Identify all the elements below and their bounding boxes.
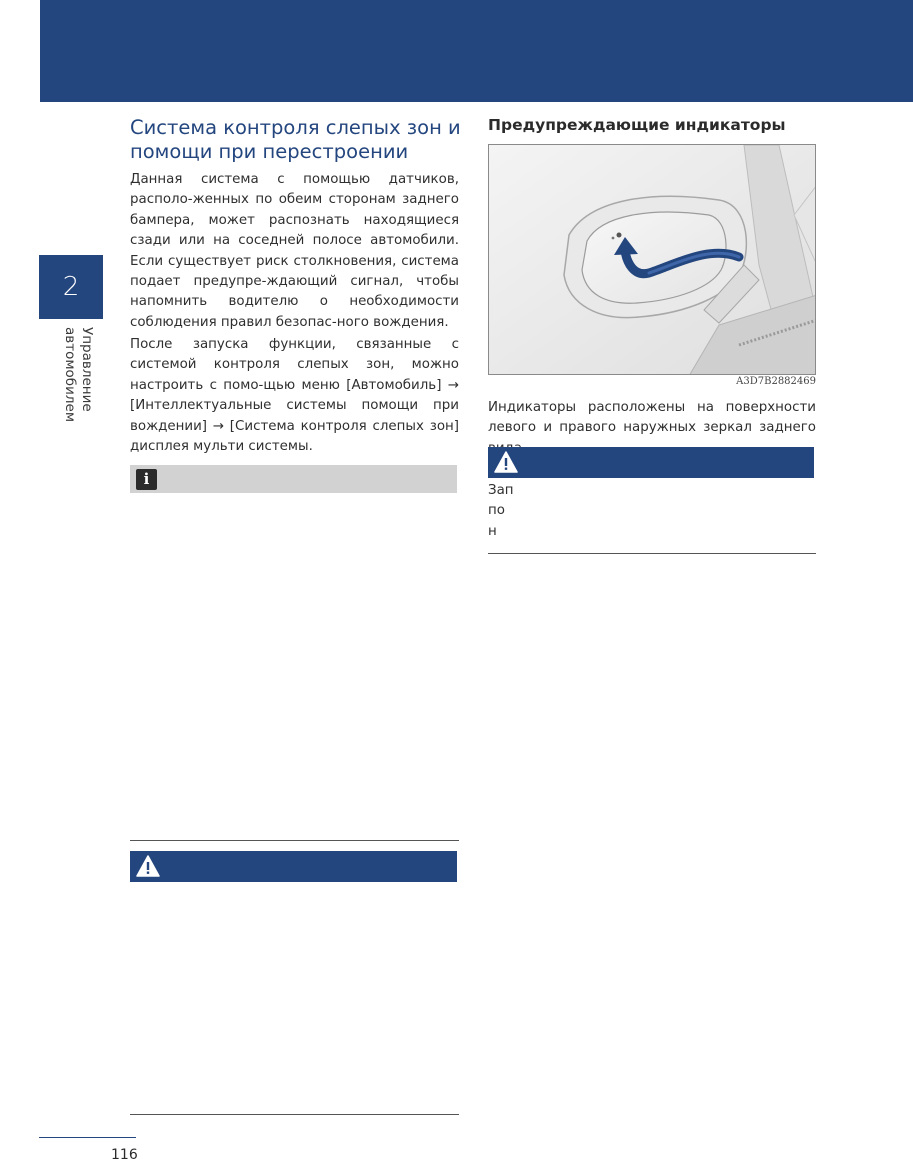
chapter-label [57,327,97,447]
chapter-label-text: Управление автомобилем [62,327,95,423]
info-note-box [130,465,457,493]
footer-rule [39,1137,136,1138]
warning-text-line: по [488,503,505,519]
warning-text [488,481,514,542]
warning-bar [488,447,814,478]
indicators-heading: Предупреждающие индикаторы [488,116,786,134]
section-title: Система контроля слепых зон и помощи при перестроении [130,116,461,163]
indicators-paragraph: Индикаторы расположены на поверхности левого и правого наружных зеркал заднего [488,400,816,436]
info-icon: i [136,469,157,490]
mirror-figure [488,144,816,375]
intro-paragraph: Данная система с помощью датчиков, располо-женных по обеим сторонам заднего бампера, может распознать находящиеся сзади или на соседней полосе автомобили. Если существует риск столкновения, система подает предупре-ждающий сигнал, чтобы напомнить водителю о необходимости соблюдения правил безопас-ного вождения. [130,172,459,330]
warning-triangle-icon [494,451,518,473]
divider-rule [488,553,816,554]
settings-paragraph: После запуска функции, связанные с системой контроля слепых зон, можно настроить с помо-щью меню [Автомобиль] → [Интеллектуальные системы помощи при вождении] → [Система контроля слепых зон] дисплея мульти системы. [130,337,459,455]
warning-text-line: н [488,523,497,539]
mirror-illustration [489,145,816,375]
warning-triangle-icon [136,855,160,877]
header-band [40,0,913,102]
page-number: 116 [111,1147,138,1163]
chapter-tab [39,255,103,319]
divider-rule [130,1114,459,1115]
figure-code: A3D7B2882469 [736,376,816,387]
warning-text-line: Зап [488,483,514,498]
warning-bar [130,851,457,882]
chapter-number: 2 [62,272,80,302]
divider-rule [130,840,459,841]
